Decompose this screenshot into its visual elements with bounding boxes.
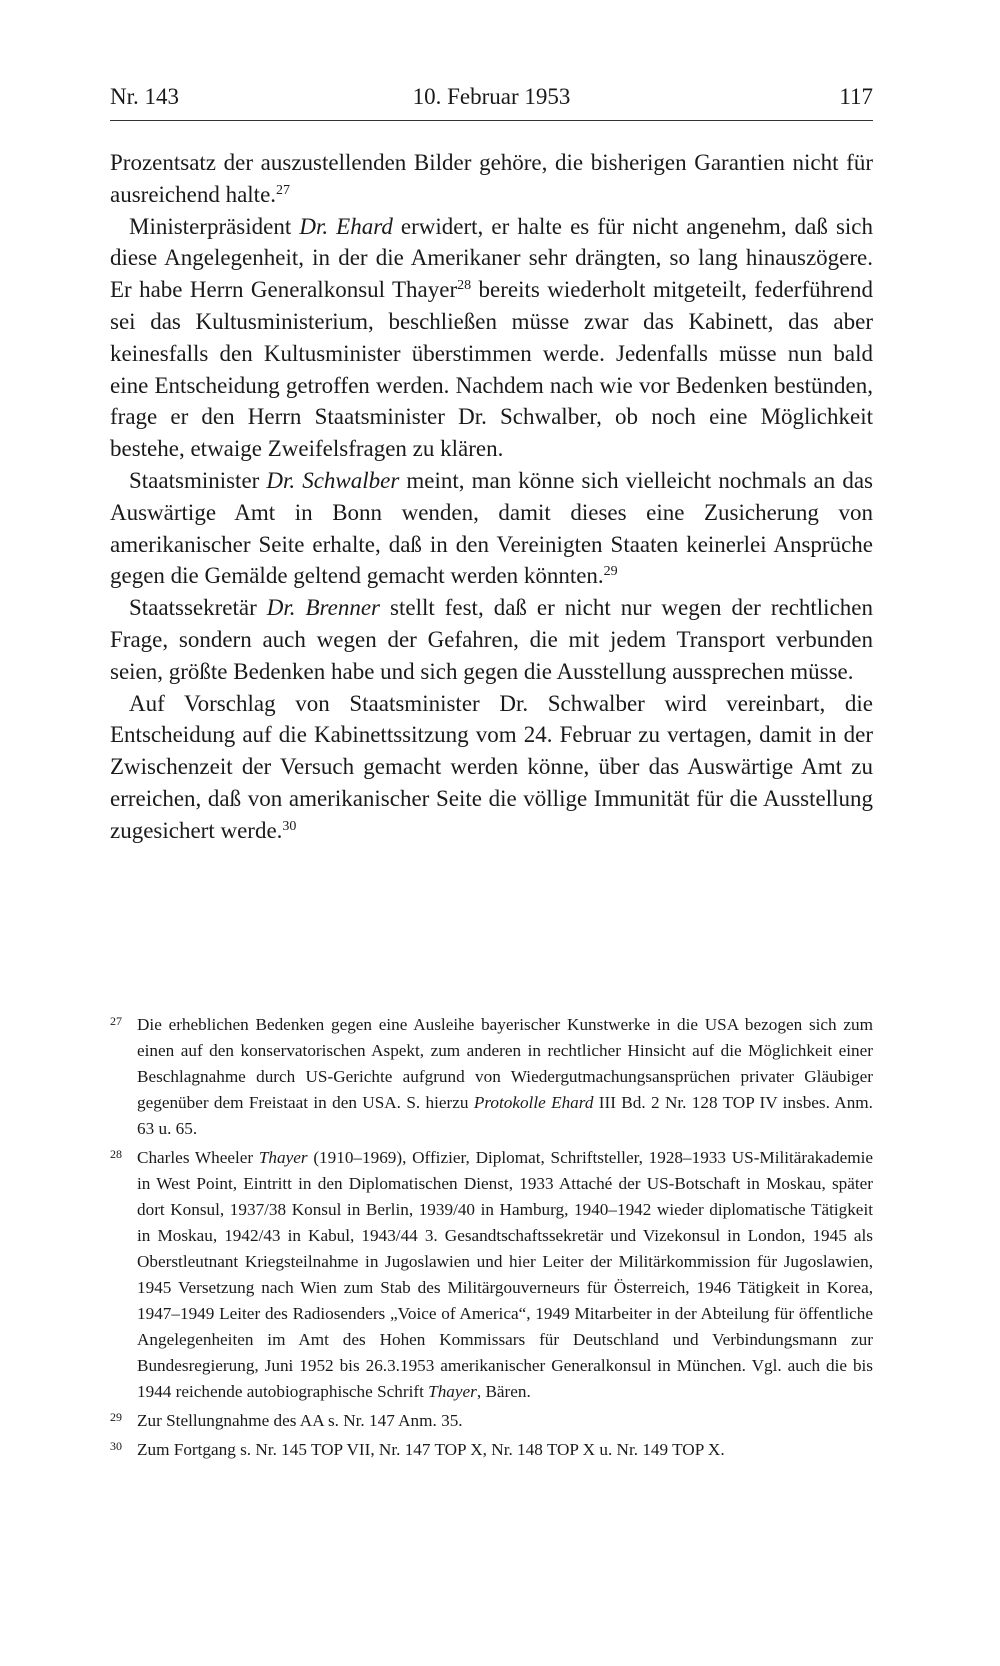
main-text [110, 147, 873, 847]
paragraph: Staatsminister Dr. Schwalber meint, man könne sich vielleicht nochmals an das Auswärtige Amt in Bonn wenden, damit dieses eine Zusicherung von amerikanischer Seite erhalte, daß in den Vereinigten Staaten keinerlei Ansprüche gegen die Gemälde geltend gemacht werden könnten.$^{29}$ [110, 467, 873, 589]
footnote-28: 28 Charles Wheeler Thayer (1910–1969), Offizier, Diplomat, Schriftsteller, 1928–1933 US-Militärakademie in West Point, Eintritt in den Diplomatischen Dienst, 1933 Attaché der US-Botschaft in Moskau, später dort Konsul, 1937/38 Konsul in Berlin, 1939/40 in Hamburg, 1940–1942 wieder diplomatische Tätigkeit in Moskau, 1942/43 in Kabul, 1943/44 3. Gesandtschaftssekretär und Vizekonsul in London, 1945 als Oberstleutnant Kriegsteilnahme in Jugoslawien und hier Leiter der Militärkommission für Jugoslawien, 1945 Versetzung nach Wien zum Stab des Militärgouverneurs für Österreich, 1946 Tätigkeit in Korea, 1947–1949 Leiter des Radiosenders „Voice of America“, 1949 Mitarbeiter in der Abteilung für öffentliche Angelegenheiten im Amt des Hohen Kommissars für Deutschland und Verbindungsmann zur Bundesregierung, Juni 1952 bis 26.3.1953 amerikanischer Generalkonsul in München. Vgl. auch die bis 1944 reichende autobiographische Schrift Thayer, Bären. [110, 1145, 873, 1405]
footnote-ref[interactable]: 29 [603, 564, 618, 580]
speaker-name: Dr. Ehard [299, 213, 393, 239]
paragraph: Prozentsatz der auszustellenden Bilder gehöre, die bisherigen Garantien nicht für ausreichend halte.$^{27}$ [110, 150, 873, 207]
paragraph: Auf Vorschlag von Staatsminister Dr. Schwalber wird vereinbart, die Entscheidung auf die Kabinettssitzung vom 24. Februar zu vertagen, damit in der Zwischenzeit der Versuch gemacht werden könne, über das Auswärtige Amt zu erreichen, daß von amerikanischer Seite die völlige Immunität für die Ausstellung zugesichert werde.$^{30}$ [110, 690, 873, 843]
footnote-number: 30 [110, 1439, 122, 1453]
footnote-ref[interactable]: 27 [276, 182, 291, 198]
document-date: 10. Februar 1953 [412, 84, 571, 109]
footnote-number: 28 [110, 1147, 122, 1161]
paragraph: Ministerpräsident Dr. Ehard erwidert, er halte es für nicht angenehm, daß sich diese Angelegenheit, in der die Amerikaner sehr drängten, so lang hinauszögere. Er habe Herrn Generalkonsul Thayer$^{28}$ bereits wiederholt mitgeteilt, federführend sei das Kultusministerium, beschließen müsse zwar das Kabinett, das aber keinesfalls den Kultusminister überstimmen werde. Jedenfalls müsse nun bald eine Entscheidung getroffen werden. Nachdem nach wie vor Bedenken bestünden, frage er den Herrn Staatsminister Dr. Schwalber, ob noch eine Möglichkeit bestehe, etwaige Zweifelsfragen zu klären. [110, 213, 873, 462]
footnote-ref[interactable]: 28 [457, 278, 472, 294]
footnote-30: 30 Zum Fortgang s. Nr. 145 TOP VII, Nr. 147 TOP X, Nr. 148 TOP X u. Nr. 149 TOP X. [110, 1437, 873, 1463]
paragraph: Staatssekretär Dr. Brenner stellt fest, daß er nicht nur wegen der rechtlichen Frage, sondern auch wegen der Gefahren, die mit jedem Transport verbunden seien, größte Bedenken habe und sich gegen die Ausstellung aussprechen müsse. [110, 595, 873, 684]
speaker-name: Dr. Brenner [266, 595, 381, 621]
running-header [110, 80, 873, 121]
footnotes [110, 1012, 873, 1466]
page-number: 117 [839, 84, 873, 109]
footnote-number: 29 [110, 1410, 122, 1424]
footnote-number: 27 [110, 1014, 122, 1028]
speaker-name: Dr. Schwalber [266, 467, 400, 493]
footnote-29: 29 Zur Stellungnahme des AA s. Nr. 147 Anm. 35. [110, 1408, 873, 1434]
footnote-27: 27 Die erheblichen Bedenken gegen eine Ausleihe bayerischer Kunstwerke in die USA bezogen sich zum einen auf den konservatorischen Aspekt, zum anderen in rechtlicher Hinsicht auf die Möglichkeit einer Beschlagnahme durch US-Gerichte aufgrund von Wiedergutmachungsansprüchen privater Gläubiger gegenüber dem Freistaat in den USA. S. hierzu Protokolle Ehard III Bd. 2 Nr. 128 TOP IV insbes. Anm. 63 u. 65. [110, 1012, 873, 1142]
footnote-ref[interactable]: 30 [282, 818, 297, 834]
document-number: Nr. 143 [110, 84, 179, 109]
